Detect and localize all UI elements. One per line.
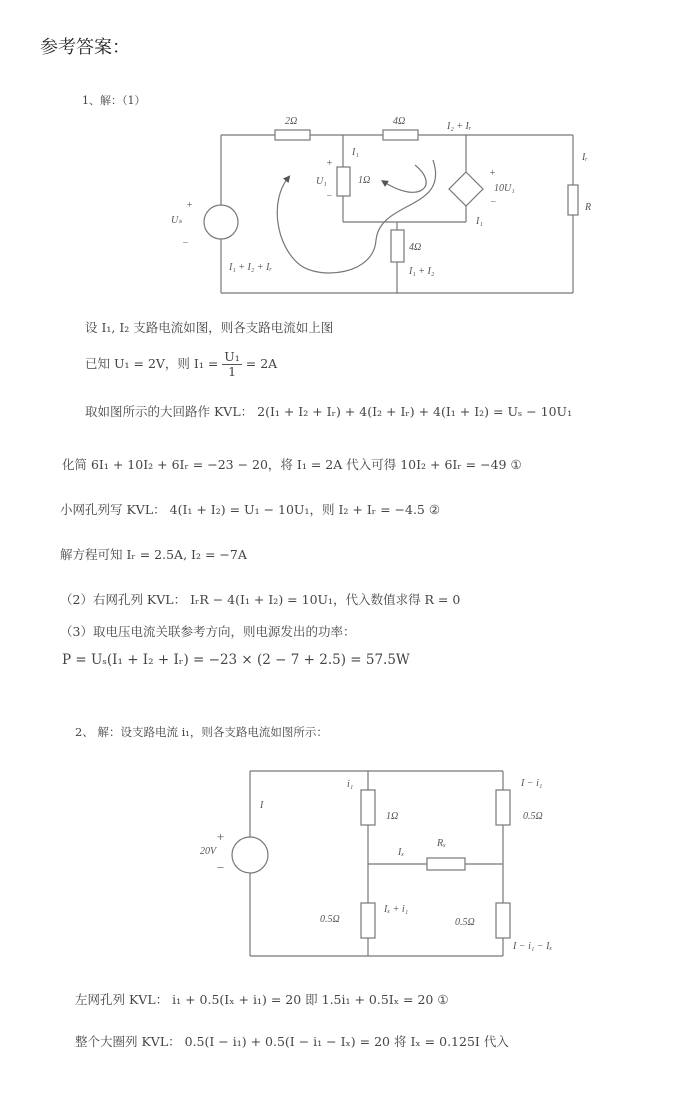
fraction-denominator: 1	[228, 363, 237, 379]
label-right-top-current: I − i₁	[521, 778, 543, 789]
q1-line-known	[85, 350, 277, 379]
q1-line-part2: （2）右网孔列 KVL： IᵣR − 4(I₁ + I₂) = 10U₁，代入数值求得 R = 0	[60, 592, 461, 607]
known-prefix: 已知 U₁ = 2V，则 I₁ =	[85, 355, 223, 371]
label-left-current: I₁ + I₂ + Iᵣ	[229, 262, 272, 273]
label-1ohm: 1Ω	[358, 175, 371, 186]
label-ir: Iᵣ	[582, 152, 588, 163]
resistor-05-top	[496, 790, 510, 825]
resistor-4ohm-top	[383, 130, 418, 140]
q1-line-part3: （3）取电压电流关联参考方向，则电源发出的功率：	[60, 624, 356, 639]
label-i: I	[260, 800, 264, 811]
label-dep-plus: +	[489, 168, 496, 179]
q1-line-kvl-small: 小网孔列写 KVL： 4(I₁ + I₂) = U₁ − 10U₁，则 I₂ + Iᵣ = −4.5 ②	[60, 502, 441, 517]
voltage-source-20v	[232, 837, 268, 873]
q1-line-simplify: 化简 6I₁ + 10I₂ + 6Iᵣ = −23 − 20，将 I₁ = 2A 代入可得 10I₂ + 6Iᵣ = −49 ①	[62, 457, 522, 472]
large-loop-arrow	[277, 160, 435, 273]
label-05-top: 0.5Ω	[523, 811, 543, 822]
voltage-source-us	[204, 205, 238, 239]
label-2ohm: 2Ω	[285, 116, 298, 127]
label-4ohm-bottom: 4Ω	[409, 242, 422, 253]
label-i1: I₁	[352, 147, 359, 158]
dependent-voltage-source	[449, 172, 483, 206]
fraction-numerator: U₁	[224, 349, 240, 364]
label-ix: Iₓ	[398, 847, 405, 858]
label-right-bottom-current: I − i₁ − Iₓ	[513, 941, 553, 952]
label-u1: U₁	[316, 176, 327, 187]
heading: 参考答案：	[40, 37, 130, 58]
small-loop-arrow	[384, 165, 426, 192]
label-minus: −	[326, 191, 333, 202]
label-bottom-current: I₁ + I₂	[409, 266, 435, 277]
label-us: Uₛ	[171, 215, 182, 226]
known-suffix: = 2A	[241, 355, 278, 371]
label-source: 20V	[200, 846, 217, 857]
label-mid-current: Iₓ + i₁	[384, 904, 409, 915]
q2-title: 2、 解：设支路电流 i₁，则各支路电流如图所示：	[75, 725, 328, 739]
label-plus: +	[326, 158, 333, 169]
label-dep-source: 10U₁	[494, 183, 515, 194]
fraction	[222, 350, 242, 379]
q1-line-power: P = Uₛ(I₁ + I₂ + Iᵣ) = −23 × (2 − 7 + 2.5) = 57.5W	[62, 652, 410, 668]
label-r: R	[585, 202, 592, 213]
label-1ohm: 1Ω	[386, 811, 399, 822]
label-dep-minus: −	[490, 197, 497, 208]
resistor-4ohm-bottom	[391, 230, 404, 262]
resistor-1ohm	[361, 790, 375, 825]
resistor-05-right	[496, 903, 510, 938]
label-rx: Rₓ	[437, 838, 446, 849]
resistor-2ohm	[275, 130, 310, 140]
label-4ohm-top: 4Ω	[393, 116, 406, 127]
label-05-left: 0.5Ω	[320, 914, 340, 925]
q2-line-left-kvl: 左网孔列 KVL： i₁ + 0.5(Iₓ + i₁) = 20 即 1.5i₁ + 0.5Iₓ = 20 ①	[75, 992, 449, 1007]
resistor-1ohm	[337, 167, 350, 196]
q1-title: 1、解：（1）	[82, 94, 146, 107]
q1-line-kvl-large: 取如图所示的大回路作 KVL： 2(I₁ + I₂ + Iᵣ) + 4(I₂ + Iᵣ) + 4(I₁ + I₂) = Uₛ − 10U₁	[85, 404, 573, 419]
resistor-r	[568, 185, 578, 215]
label-05-right: 0.5Ω	[455, 917, 475, 928]
resistor-rx	[427, 858, 465, 870]
q2-line-big-kvl: 整个大圈列 KVL： 0.5(I − i₁) + 0.5(I − i₁ − Iₓ) = 20 将 Iₓ = 0.125I 代入	[75, 1034, 509, 1049]
label-source-minus: −	[216, 860, 225, 875]
label-i1-right: I₁	[476, 216, 483, 227]
circuit-2	[232, 771, 510, 956]
label-i1: i₁	[347, 779, 354, 790]
q1-line-solve: 解方程可知 Iᵣ = 2.5A, I₂ = −7A	[60, 547, 247, 562]
label-top-current: I₂ + Iᵣ	[447, 121, 472, 132]
label-us-minus: −	[182, 238, 189, 249]
q1-line-setup: 设 I₁, I₂ 支路电流如图，则各支路电流如上图	[85, 320, 334, 335]
resistor-05-left	[361, 903, 375, 938]
label-us-plus: +	[186, 200, 193, 211]
label-source-plus: +	[216, 829, 225, 844]
